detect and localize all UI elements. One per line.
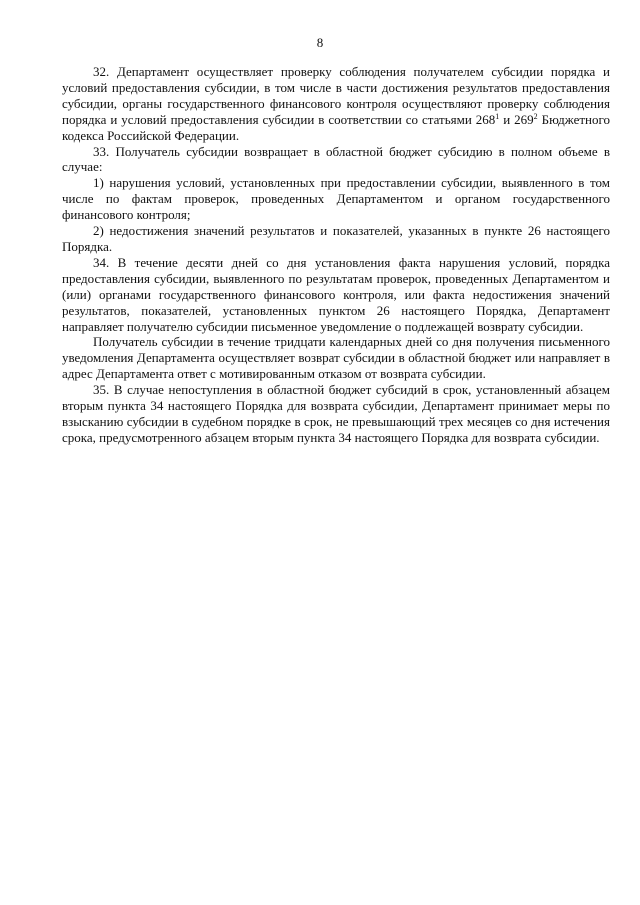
paragraph-34: 34. В течение десяти дней со дня установления факта нарушения условий, порядка предоставления субсидии, выявленного по результатам проверок, проведенных Департаментом и (или) органами государственного финансового контроля, или факта недостижения значений результатов, показателей, установленных пунктом 26 настоящего Порядка, Департамент направляет получателю субсидии письменное уведомление о подлежащей возврату субсидии. <box>62 254 610 334</box>
paragraph-32-text-cont: и 269 <box>499 111 534 127</box>
paragraph-34-second: Получатель субсидии в течение тридцати календарных дней со дня получения письменного уведомления Департамента осуществляет возврат субсидии в областной бюджет или направляет в адрес Департамента ответ с мотивированным отказом от возврата субсидии. <box>62 334 610 382</box>
paragraph-33-item-2: 2) недостижения значений результатов и показателей, указанных в пункте 26 настоящего Порядка. <box>62 223 610 254</box>
paragraph-35: 35. В случае непоступления в областной бюджет субсидий в срок, установленный абзацем вторым пункта 34 настоящего Порядка для возврата субсидии, Департамент принимает меры по взысканию субсидии в судебном порядке в срок, не превышающий трех месяцев со дня истечения срока, предусмотренного абзацем вторым пункта 34 настоящего Порядка для возврата субсидии. <box>62 382 610 445</box>
paragraph-33: 33. Получатель субсидии возвращает в областной бюджет субсидию в полном объеме в случае: <box>62 143 610 175</box>
document-body <box>62 64 610 446</box>
paragraph-32 <box>62 64 610 144</box>
paragraph-32-text: 32. Департамент осуществляет проверку соблюдения получателем субсидии порядка и условий предоставления субсидии, в том числе в части достижения результатов предоставления субсидии, органы государственного финансового контроля осуществляют проверку соблюдения порядка и условий предоставления субсидии в соответствии со статьями 268 <box>62 64 610 127</box>
superscript-269: 2 <box>533 111 538 121</box>
page-number: 8 <box>316 35 324 50</box>
superscript-268: 1 <box>495 111 500 121</box>
paragraph-33-item-1: 1) нарушения условий, установленных при предоставлении субсидии, выявленного в том числе по фактам проверок, проведенных Департаментом и органом государственного финансового контроля; <box>62 175 610 223</box>
paragraph-32-text-end: Бюджетного кодекса Российской Федерации. <box>62 111 610 143</box>
